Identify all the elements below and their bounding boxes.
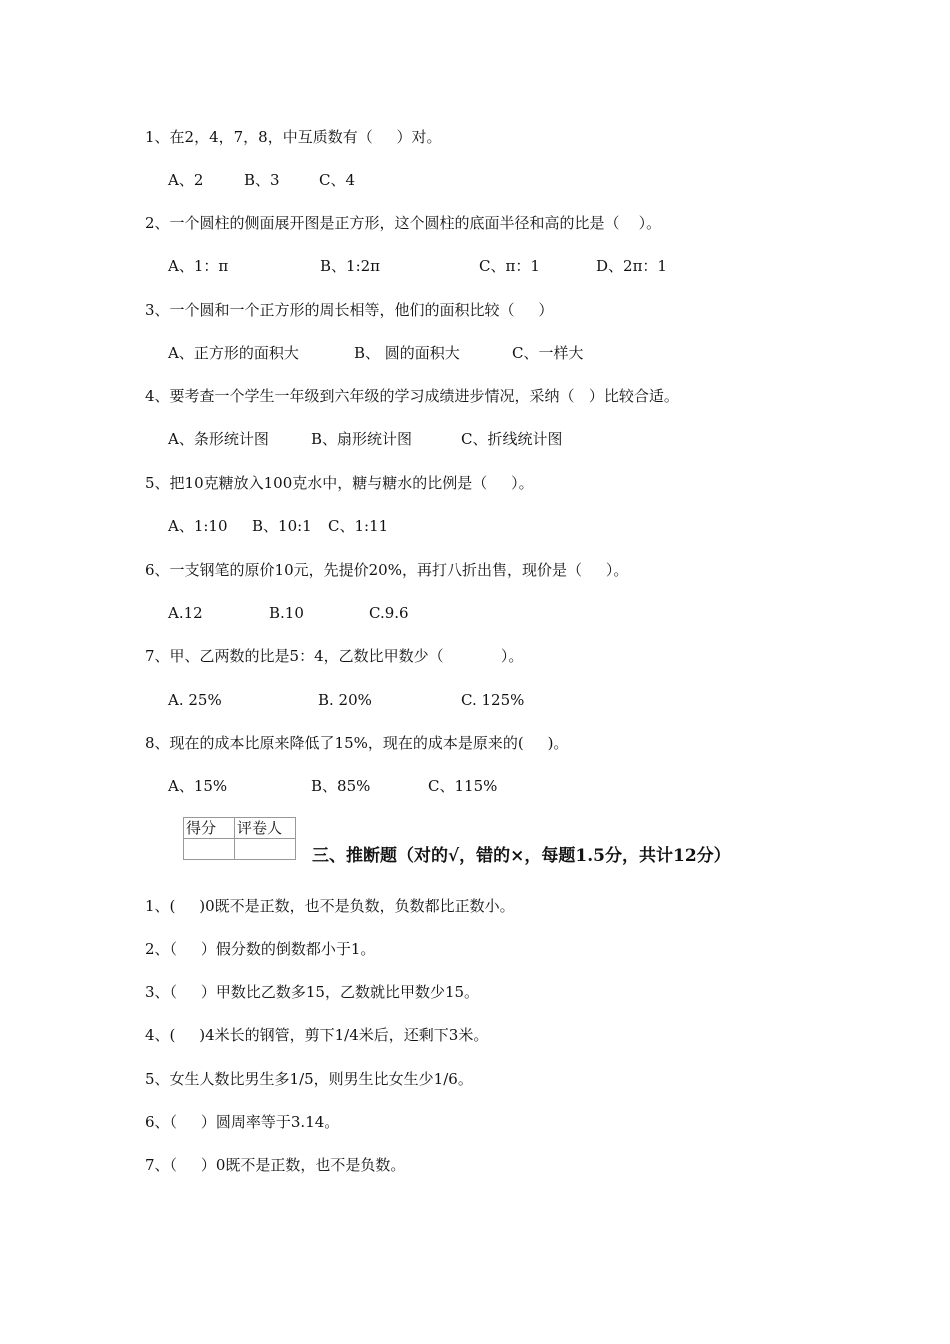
option-b: B、扇形统计图 [311,430,413,448]
option-c: C.9.6 [369,604,409,622]
score-label: 得分 [184,818,235,839]
option-a: A、1:10 [168,517,228,535]
option-b: B、 圆的面积大 [354,344,460,362]
score-cell [184,839,235,860]
option-a: A、15% [168,777,228,795]
option-b: B、1:2π [320,257,381,275]
grader-label: 评卷人 [235,818,296,839]
question-8: 8、现在的成本比原来降低了15%，现在的成本是原来的( )。 [145,734,569,752]
option-a: A、正方形的面积大 [168,344,299,362]
tf-item-5: 5、女生人数比男生多1/5，则男生比女生少1/6。 [145,1070,473,1088]
option-a: A、2 [168,171,204,189]
option-b: B.10 [269,604,304,622]
option-b: B、85% [311,777,371,795]
question-2: 2、一个圆柱的侧面展开图是正方形，这个圆柱的底面半径和高的比是（ ）。 [145,214,662,232]
tf-item-7: 7、（ ）0既不是正数，也不是负数。 [145,1156,406,1174]
option-a: A. 25% [168,691,222,709]
option-c: C、折线统计图 [461,430,563,448]
option-b: B、3 [244,171,280,189]
section-3-title: 三、推断题（对的√，错的×，每题1.5分，共计12分） [312,846,731,866]
question-5-options [168,516,389,596]
tf-item-2: 2、（ ）假分数的倒数都小于1。 [145,940,376,958]
option-c: C. 125% [461,691,525,709]
option-d: D、2π：1 [596,257,667,275]
score-box [183,817,296,860]
question-3: 3、一个圆和一个正方形的周长相等，他们的面积比较（ ） [145,301,554,319]
option-c: C、π：1 [479,257,540,275]
grader-cell [235,839,296,860]
question-1-options [168,170,356,250]
option-c: C、115% [428,777,498,795]
question-6: 6、一支钢笔的原价10元，先提价20%，再打八折出售，现价是（ ）。 [145,561,629,579]
tf-item-3: 3、（ ）甲数比乙数多15，乙数就比甲数少15。 [145,983,480,1001]
tf-item-1: 1、( )0既不是正数，也不是负数，负数都比正数小。 [145,897,515,915]
question-4: 4、要考查一个学生一年级到六年级的学习成绩进步情况，采纳（ ）比较合适。 [145,387,679,405]
option-a: A、1：π [168,257,229,275]
option-b: B、10:1 [252,517,312,535]
tf-item-6: 6、（ ）圆周率等于3.14。 [145,1113,340,1131]
option-c: C、1:11 [328,517,389,535]
option-c: C、一样大 [512,344,584,362]
tf-item-4: 4、( )4米长的钢管，剪下1/4米后，还剩下3米。 [145,1026,489,1044]
option-b: B. 20% [318,691,372,709]
question-5: 5、把10克糖放入100克水中，糖与糖水的比例是（ ）。 [145,474,534,492]
question-1: 1、在2，4，7，8，中互质数有（ ）对。 [145,128,442,146]
option-a: A.12 [168,604,203,622]
option-a: A、条形统计图 [168,430,269,448]
option-c: C、4 [319,171,356,189]
question-7: 7、甲、乙两数的比是5：4，乙数比甲数少（ ）。 [145,647,524,665]
